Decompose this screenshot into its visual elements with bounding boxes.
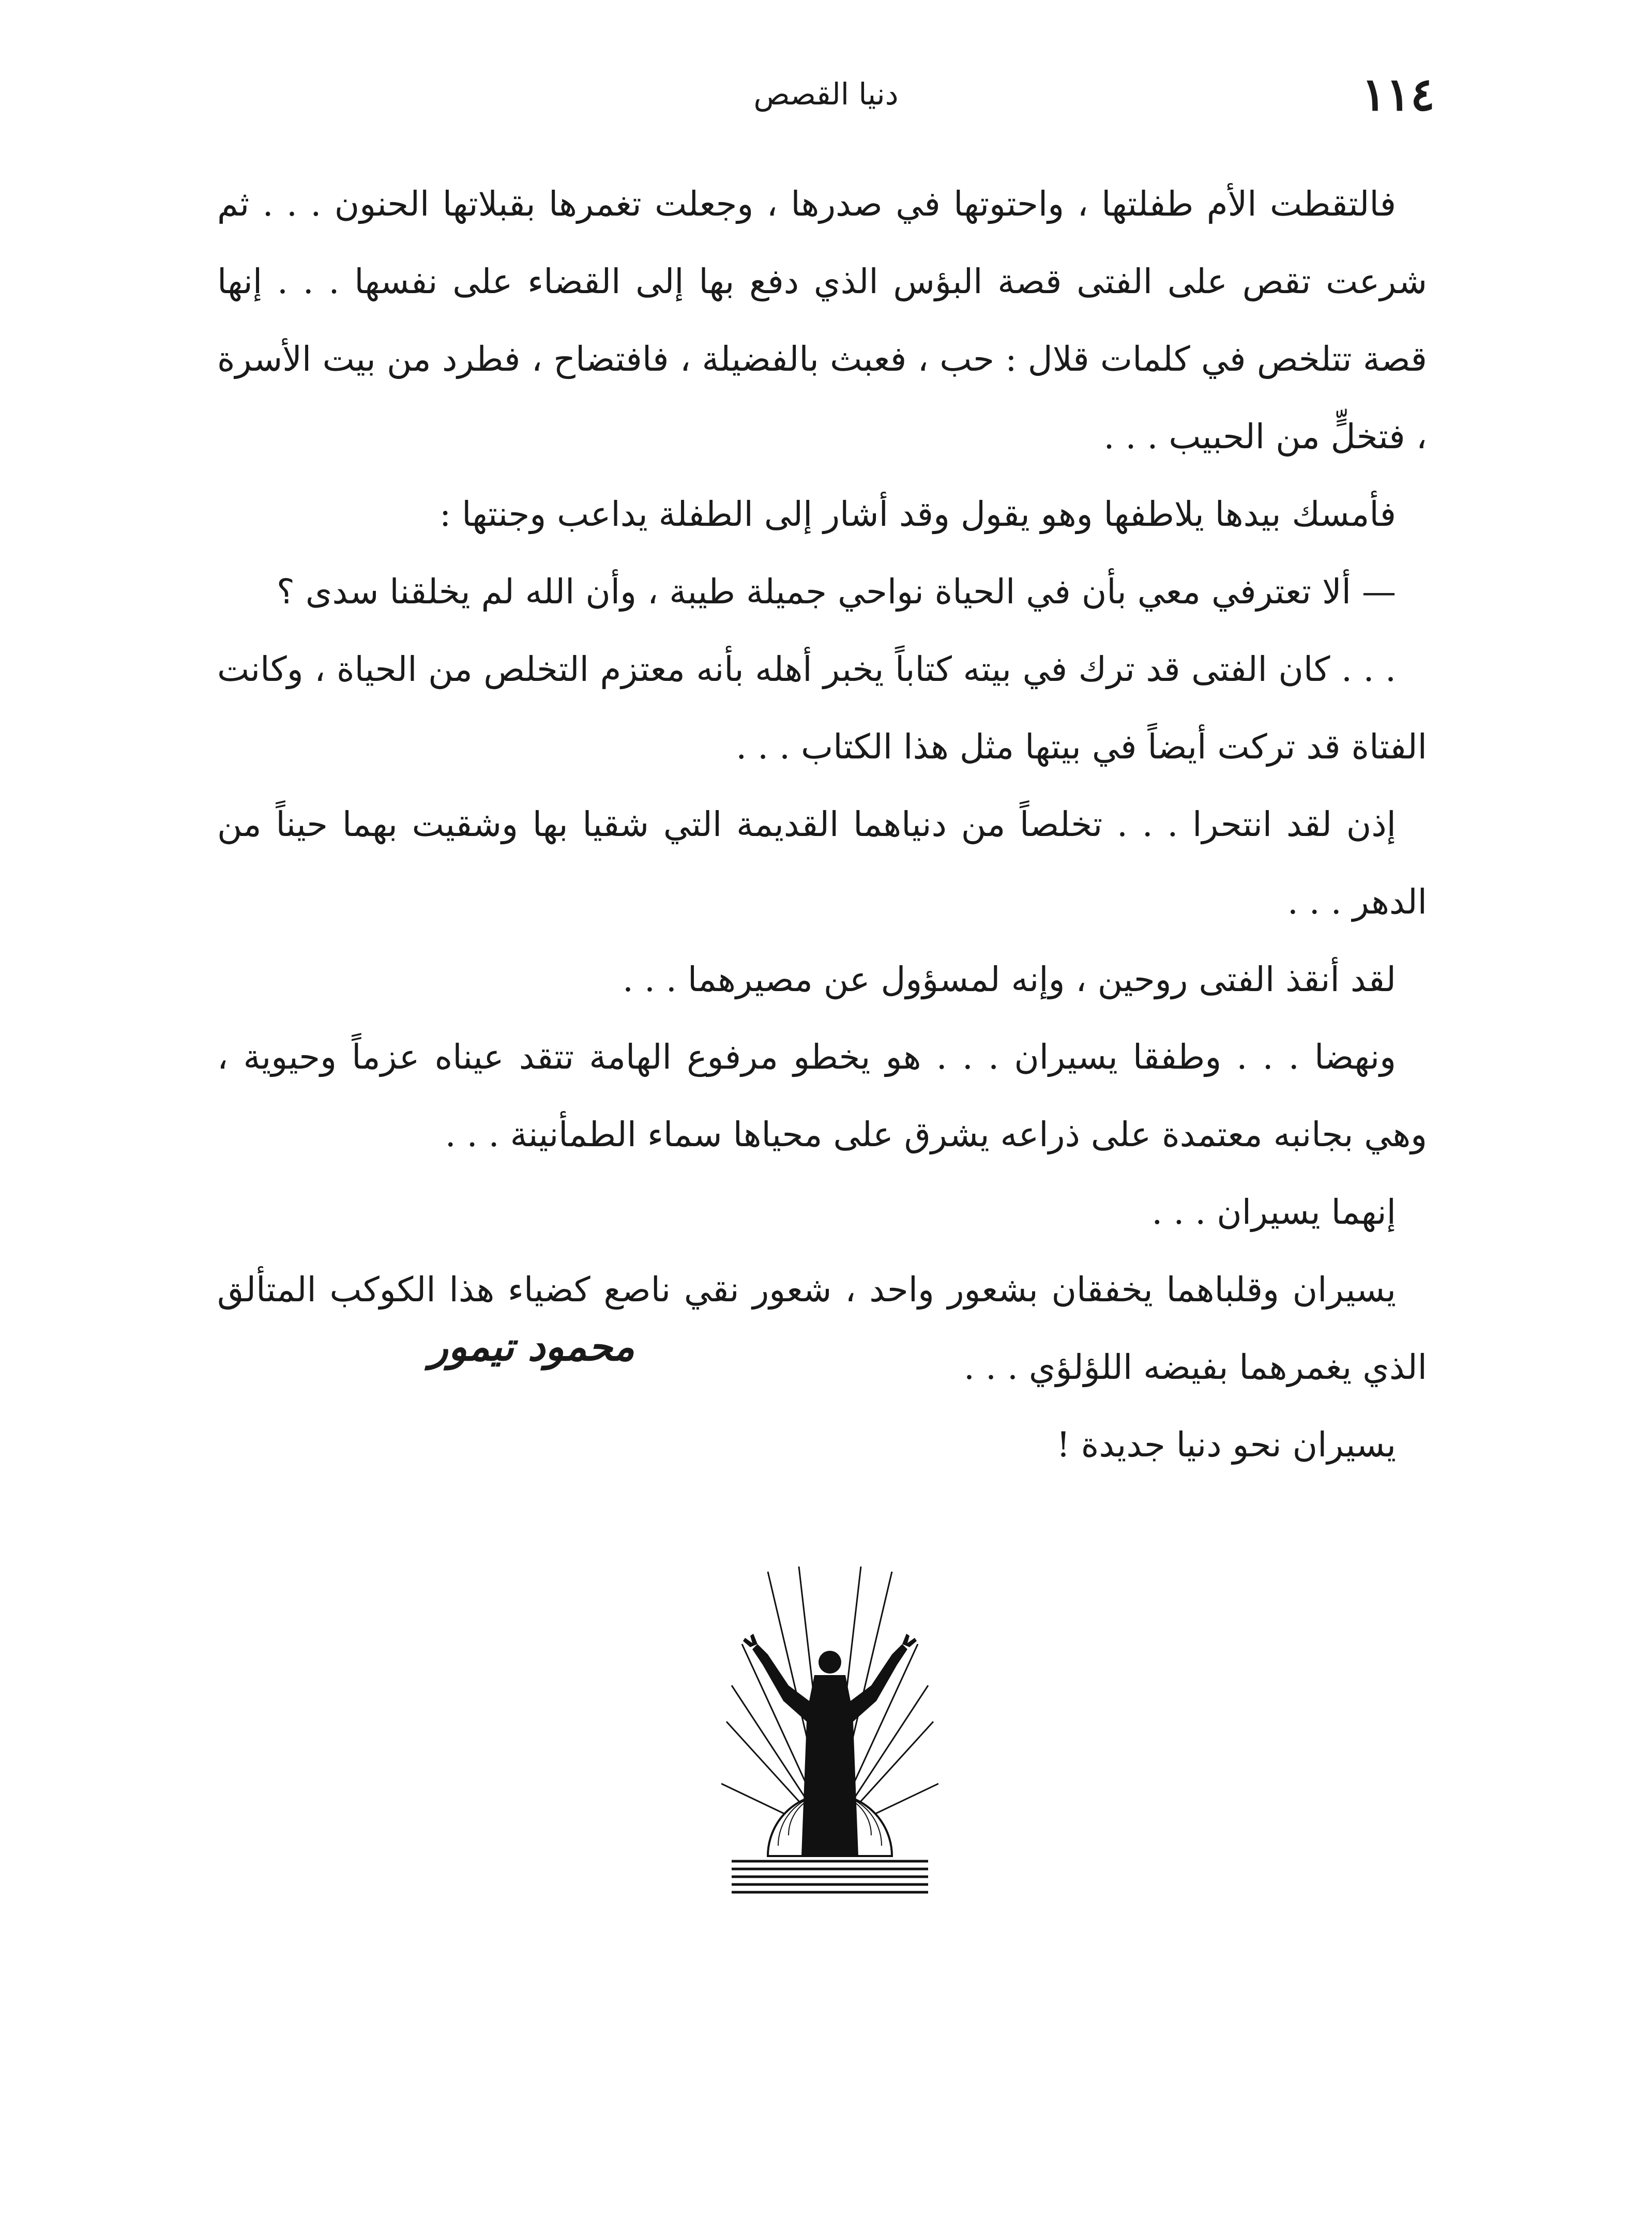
page-number: ١١٤ <box>1361 67 1435 121</box>
paragraph: يسيران وقلباهما يخفقان بشعور واحد ، شعور نقي ناصع كضياء هذا الكوكب المتألق الذي يغمرهما بفيضه اللؤلؤي . . . <box>217 1270 1427 1387</box>
paragraph: فالتقطت الأم طفلتها ، واحتوتها في صدرها ، وجعلت تغمرها بقبلاتها الحنون . . . ثم شرعت تقص على الفتى قصة البؤس الذي دفع بها إلى القضاء على نفسها . . . إنها قصة تتلخص في كلمات قلال : حب ، فعبث بالفضيلة ، فافتضاح ، فطرد من بيت الأسرة ، فتخلٍّ من الحبيب . . . <box>217 184 1427 457</box>
paragraph: يسيران نحو دنيا جديدة ! <box>1056 1425 1396 1465</box>
page-header <box>217 67 1435 129</box>
paragraph: . . . كان الفتى قد ترك في بيته كتاباً يخبر أهله بأنه معتزم التخلص من الحياة ، وكانت الفتاة قد تركت أيضاً في بيتها مثل هذا الكتاب . . . <box>217 649 1427 767</box>
paragraph: فأمسك بيدها يلاطفها وهو يقول وقد أشار إلى الطفلة يداعب وجنتها : <box>439 494 1396 534</box>
story-text <box>217 165 1427 1484</box>
sunrise-figure-icon <box>721 1567 938 1897</box>
paragraph: إنهما يسيران . . . <box>1151 1192 1396 1232</box>
paragraph: ونهضا . . . وطفقا يسيران . . . هو يخطو مرفوع الهامة تتقد عيناه عزماً وحيوية ، وهي بجانبه معتمدة على ذراعه يشرق على محياها سماء الطمأنينة . . . <box>217 1037 1427 1154</box>
author-signature: محمود تيمور <box>429 1324 635 1370</box>
paragraph: إذن لقد انتحرا . . . تخلصاً من دنياهما القديمة التي شقيا بها وشقيت بهما حيناً من الدهر . . . <box>217 804 1427 922</box>
paragraph: لقد أنقذ الفتى روحين ، وإنه لمسؤول عن مصيرهما . . . <box>623 960 1396 999</box>
paragraph: — ألا تعترفي معي بأن في الحياة نواحي جميلة طيبة ، وأن الله لم يخلقنا سدى ؟ <box>276 572 1396 612</box>
running-title: دنيا القصص <box>753 77 899 112</box>
